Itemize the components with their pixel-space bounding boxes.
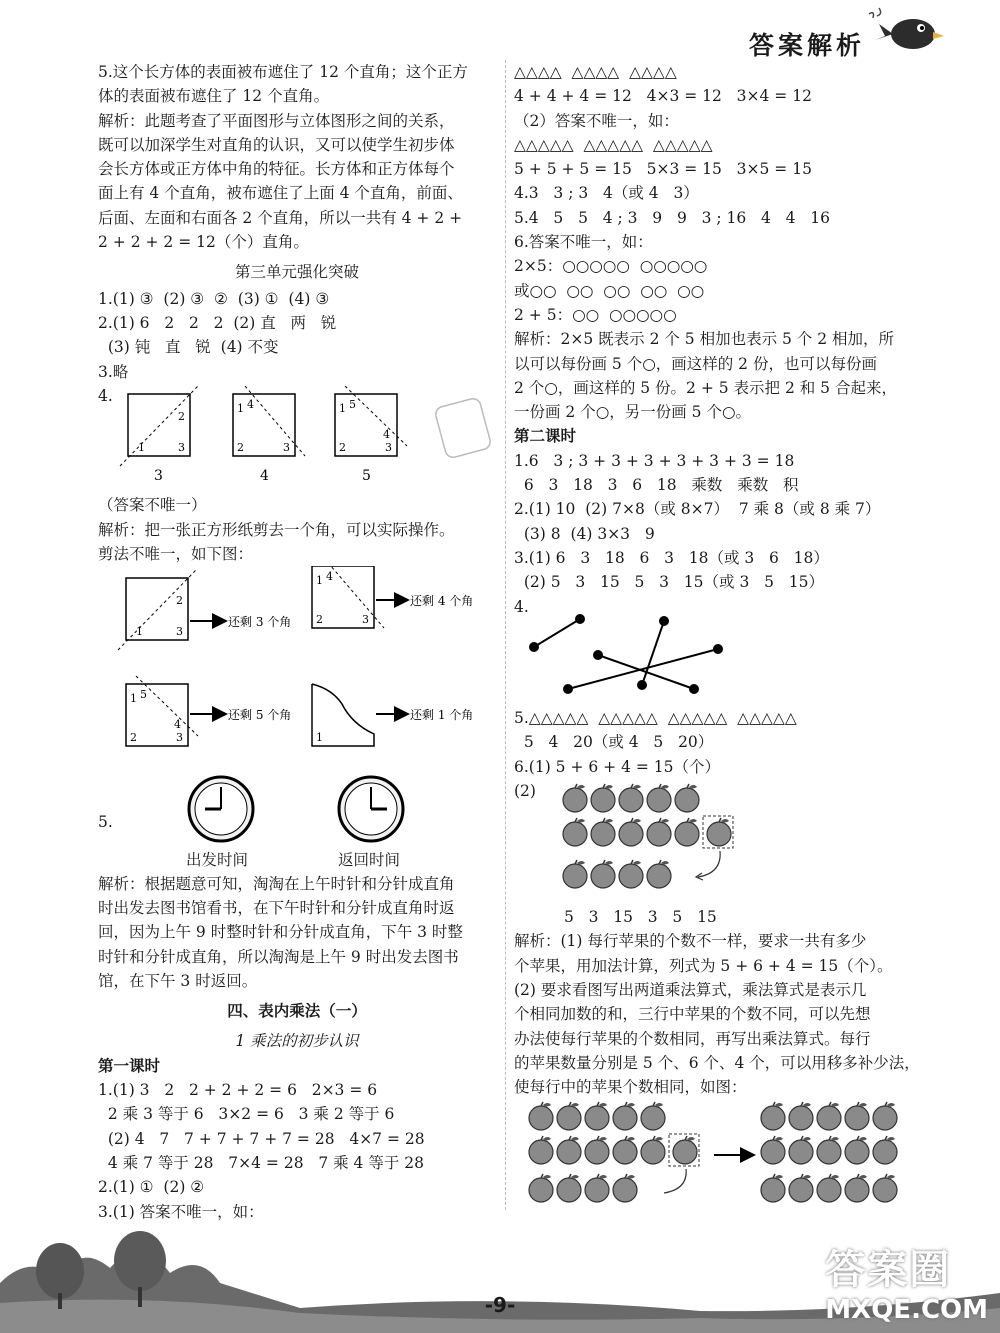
text-line: 一份画 2 个○，另一份画 5 个○。: [514, 403, 751, 422]
svg-text:1: 1: [237, 402, 244, 416]
text-line: 5.△△△△△ △△△△△ △△△△△ △△△△△: [514, 709, 797, 728]
text-line: (2) 4 7 7 + 7 + 7 + 7 = 28 4×7 = 28: [98, 1129, 425, 1148]
text-line: 5.4 5 5 4 ; 3 9 9 3 ; 16 4 4 16: [514, 208, 831, 227]
text-line: (2) 要求看图写出两道乘法算式，乘法算式是表示几: [514, 980, 867, 999]
text-line: 1.(1) 3 2 2 + 2 + 2 = 6 2×3 = 6: [98, 1081, 378, 1100]
text-line: （2）答案不唯一，如：: [514, 111, 679, 130]
text-line: △△△△△ △△△△△ △△△△△: [514, 135, 713, 154]
text-line: 办法使每行苹果的个数相同，再写出乘法算式。每行: [514, 1029, 871, 1048]
svg-text:2: 2: [339, 441, 346, 455]
svg-text:3: 3: [178, 441, 185, 455]
svg-text:1: 1: [136, 625, 143, 639]
text-line: △△△△ △△△△ △△△△: [514, 63, 677, 81]
text-line: 1.6 3 ; 3 + 3 + 3 + 3 + 3 + 3 = 18: [514, 451, 795, 470]
bird-icon: [865, 6, 945, 56]
text-line: 以可以每份画 5 个○，画这样的 2 份，也可以每份画: [514, 354, 877, 373]
q4-square-figures: [98, 386, 496, 486]
svg-text:3: 3: [176, 731, 183, 745]
svg-text:3: 3: [385, 441, 392, 455]
text-line: 4.: [514, 597, 529, 616]
unit3-title: 第三单元强化突破: [234, 263, 359, 282]
text-line: 2.(1) ① (2) ②: [98, 1178, 205, 1197]
square-figure: [120, 386, 198, 466]
text-line: 3.略: [98, 362, 129, 381]
text-line: (2) 5 3 15 5 3 15（或 3 5 15）: [514, 573, 824, 592]
text-line: 解析：根据题意可知，淘淘在上午时针和分针成直角: [98, 874, 455, 893]
svg-text:1: 1: [316, 731, 323, 745]
svg-text:1: 1: [138, 441, 145, 455]
svg-text:3: 3: [362, 613, 369, 627]
svg-text:2: 2: [316, 613, 323, 627]
unit4-title: 四、表内乘法（一）: [227, 1002, 367, 1021]
text-line: 馆，在下午 3 时返回。: [98, 971, 258, 990]
svg-text:5: 5: [349, 398, 356, 412]
clock-label: 返回时间: [338, 850, 401, 869]
text-line: 1.(1) ③ (2) ③ ② (3) ① (4) ③: [98, 289, 330, 308]
square-figure: [335, 386, 407, 456]
fig-label: 5: [362, 468, 371, 485]
apple-figure-1: [514, 779, 914, 905]
q5-clocks: [98, 774, 496, 872]
stamp-icon: [434, 397, 492, 459]
text-line: 4 + 4 + 4 = 12 4×3 = 12 3×4 = 12: [514, 87, 812, 106]
watermark-url: MXQE.COM: [825, 1295, 988, 1325]
text-line: 5 4 20（或 4 5 20）: [514, 733, 714, 752]
watermark-text: 答案圈: [825, 1247, 952, 1293]
apple-numbers: 5 3 15 3 5 15: [564, 908, 717, 927]
svg-text:3: 3: [176, 625, 183, 639]
svg-text:2: 2: [130, 731, 137, 745]
svg-text:2: 2: [178, 410, 185, 424]
svg-text:1: 1: [339, 402, 346, 416]
text-line: 4.: [98, 386, 113, 405]
text-line: 回，因为上午 9 时整时针和分针成直角，下午 3 时整: [98, 923, 463, 942]
text-line: (2): [514, 782, 536, 801]
text-line: 解析：2×5 既表示 2 个 5 相加也表示 5 个 2 相加，所: [514, 330, 895, 349]
text-line: 解析：(1) 每行苹果的个数不一样，要求一共有多少: [514, 932, 867, 951]
cut-label: 还剩 5 个角: [228, 708, 292, 723]
clock-icon: [186, 774, 256, 844]
page-number: -9-: [484, 1293, 516, 1317]
text-line: 个相同加数的和，三行中苹果的个数不同，可以先想: [514, 1005, 871, 1024]
text-line: 会长方体或正方体中角的特征。长方体和正方体每个: [98, 160, 455, 179]
text-line: 解析：此题考查了平面图形与立体图形之间的关系，: [98, 111, 455, 130]
cut-label: 还剩 3 个角: [228, 615, 292, 630]
text-line: 既可以加深学生对直角的认识，又可以使学生初步体: [98, 135, 455, 154]
svg-text:3: 3: [283, 441, 290, 455]
text-line: 2 个○，画这样的 5 份。2 + 5 表示把 2 和 5 合起来，: [514, 378, 897, 397]
text-line: 6 3 18 3 6 18 乘数 乘数 积: [514, 476, 799, 495]
fig-label: 4: [260, 468, 269, 485]
column-divider: [505, 60, 507, 1210]
text-line: 2.(1) 6 2 2 2 (2) 直 两 锐: [98, 313, 337, 332]
text-line: 后面、左面和右面各 2 个直角，所以一共有 4 + 2 +: [98, 208, 463, 227]
apple-figure-2: [514, 1099, 914, 1211]
text-line: (3) 钝 直 锐 (4) 不变: [98, 338, 279, 357]
svg-text:2: 2: [237, 441, 244, 455]
svg-text:1: 1: [130, 692, 137, 706]
text-line: 6.(1) 5 + 6 + 4 = 15（个）: [514, 757, 721, 776]
right-column: [514, 60, 920, 1219]
svg-text:5: 5: [140, 688, 147, 702]
text-line: 时针和分针成直角，所以淘淘是上午 9 时出发去图书: [98, 947, 459, 966]
svg-text:1: 1: [316, 574, 323, 588]
left-column: [98, 60, 496, 1224]
svg-text:4: 4: [174, 718, 181, 732]
lesson-title: 第一课时: [98, 1056, 161, 1075]
text-line: 5 + 5 + 5 = 15 5×3 = 15 3×5 = 15: [514, 160, 812, 179]
svg-text:4: 4: [247, 398, 254, 412]
text-line: 个苹果，用加法计算，列式为 5 + 6 + 4 = 15（个）。: [514, 956, 893, 975]
clock-icon: [336, 774, 406, 844]
text-line: 或○○ ○○ ○○ ○○ ○○: [514, 281, 705, 300]
text-line: 面上有 4 个直角，被布遮住了上面 4 个直角，前面、: [98, 184, 463, 203]
text-line: 2×5：○○○○○ ○○○○○: [514, 257, 708, 276]
watermark: [825, 1238, 988, 1325]
q5-number: 5.: [98, 812, 113, 831]
text-line: 5.这个长方体的表面被布遮住了 12 个直角；这个正方: [98, 63, 468, 81]
square-figure: [233, 386, 305, 456]
text-line: 解析：把一张正方形纸剪去一个角，可以实际操作。: [98, 520, 455, 539]
sub-title: 1 乘法的初步认识: [235, 1032, 359, 1051]
svg-text:4: 4: [326, 570, 333, 584]
text-line: 6.答案不唯一，如：: [514, 233, 653, 252]
dot-line-figure: [514, 613, 914, 699]
text-line: 3.(1) 答案不唯一，如：: [98, 1202, 264, 1221]
text-line: 4 乘 7 等于 28 7×4 = 28 7 乘 4 等于 28: [98, 1153, 424, 1172]
text-line: 使每行中的苹果个数相同，如图：: [514, 1078, 747, 1097]
cut-label: 还剩 1 个角: [410, 708, 474, 723]
text-line: 时出发去图书馆看书，在下午时针和分针成直角时返: [98, 898, 455, 917]
svg-text:4: 4: [383, 428, 390, 442]
text-line: 剪法不唯一，如下图：: [98, 545, 254, 564]
svg-text:2: 2: [176, 594, 183, 608]
text-line: 的苹果数量分别是 5 个、6 个、4 个，可以用移多补少法，: [514, 1053, 920, 1072]
cut-figures: [98, 566, 496, 766]
text-line: (3) 8 (4) 3×3 9: [514, 524, 655, 543]
lesson-title: 第二课时: [514, 427, 577, 446]
text-line: 2.(1) 10 (2) 7×8（或 8×7） 7 乘 8（或 8 乘 7）: [514, 500, 881, 519]
text-line: （答案不唯一）: [98, 496, 207, 515]
clock-label: 出发时间: [186, 850, 249, 869]
text-line: 2 乘 3 等于 6 3×2 = 6 3 乘 2 等于 6: [98, 1105, 395, 1124]
text-line: 3.(1) 6 3 18 6 3 18（或 3 6 18）: [514, 548, 829, 567]
apple-group: [560, 781, 790, 899]
text-line: 4.3 3 ; 3 4（或 4 3）: [514, 184, 699, 203]
cut-label: 还剩 4 个角: [410, 594, 474, 609]
text-line: 体的表面被布遮住了 12 个直角。: [98, 87, 330, 106]
fig-label: 3: [154, 468, 163, 485]
text-line: 2 + 5：○○ ○○○○○: [514, 305, 677, 324]
text-line: 2 + 2 + 2 = 12（个）直角。: [98, 233, 309, 252]
header-title: 答案解析: [748, 31, 865, 60]
